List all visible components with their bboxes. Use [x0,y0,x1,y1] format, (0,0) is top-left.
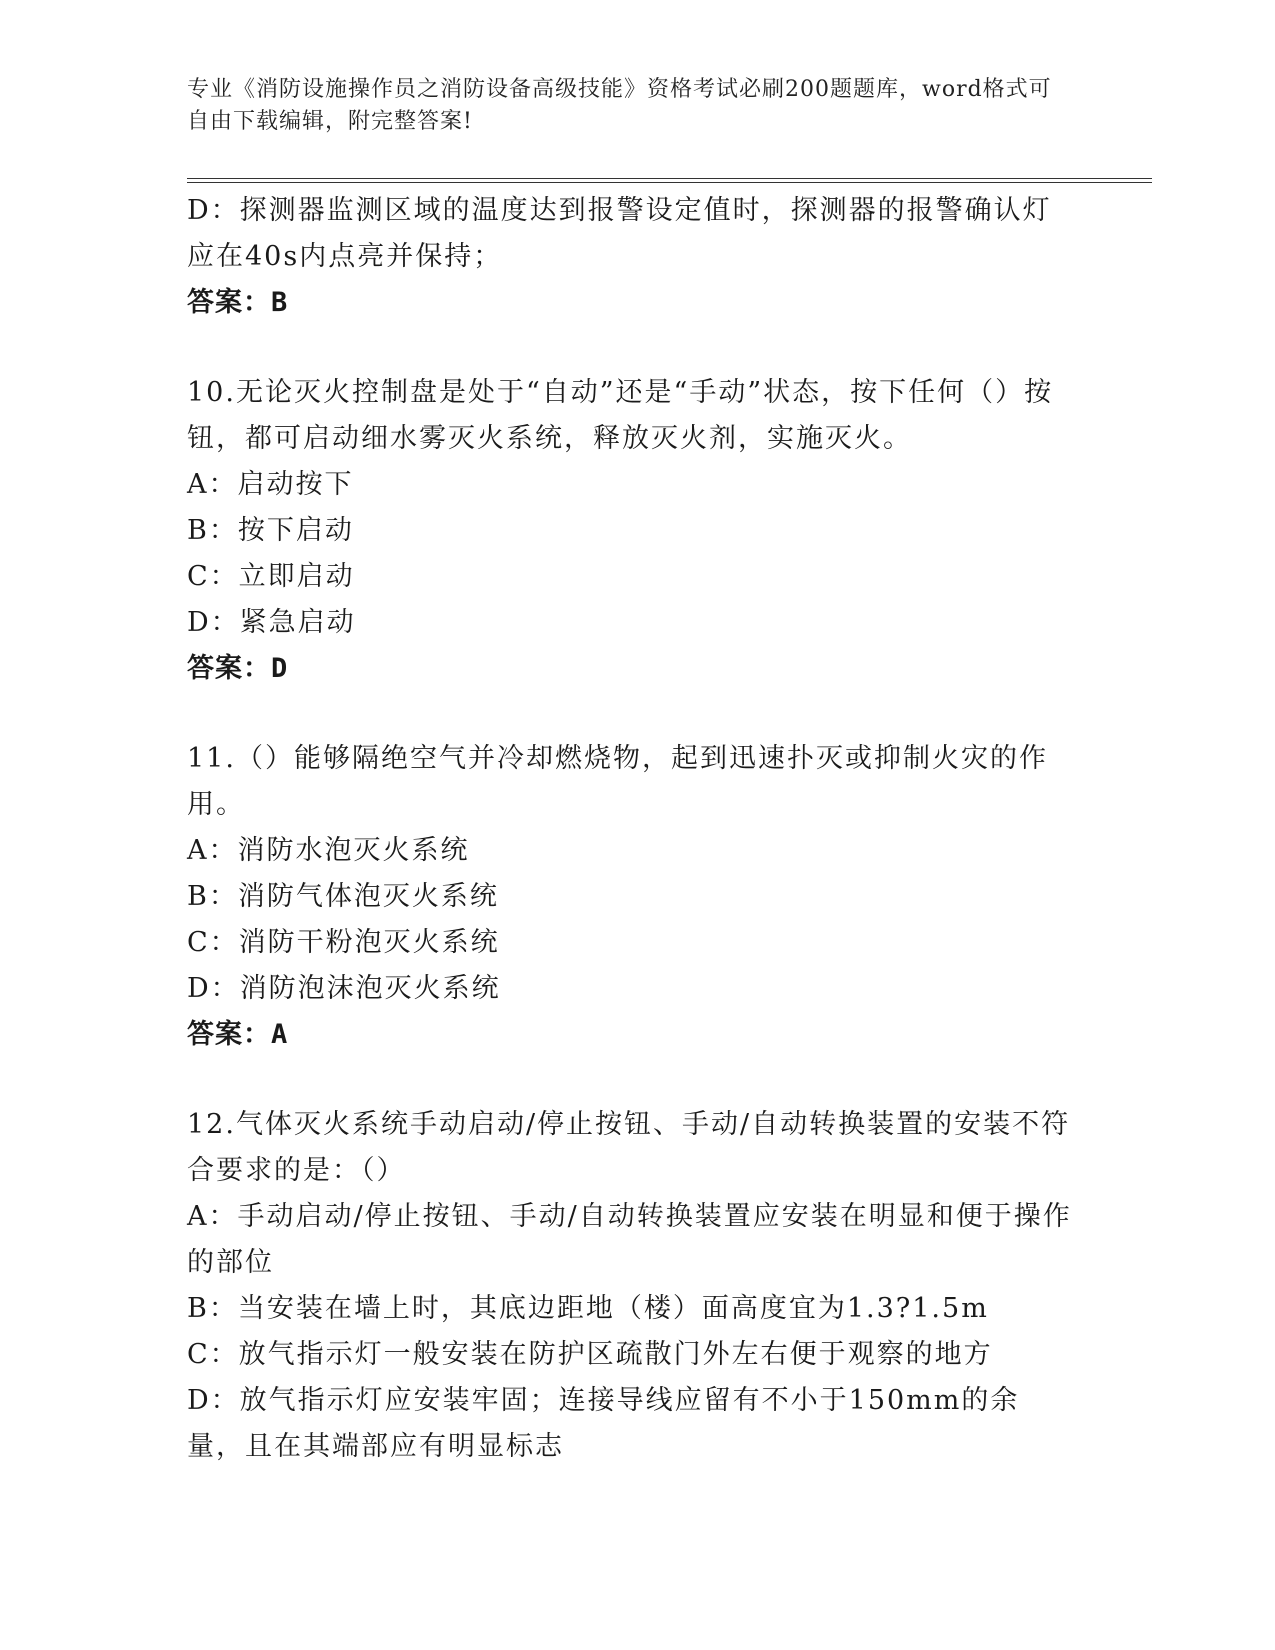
question-stem: 10.无论灭火控制盘是处于“自动”还是“手动”状态，按下任何（）按钮，都可启动细水雾灭火系统，释放灭火剂，实施灭火。 [187,377,1054,454]
answer-line: 答案：B [187,287,289,318]
option-c: C：放气指示灯一般安装在防护区疏散门外左右便于观察的地方 [187,1339,993,1370]
question-9-continued [187,188,1077,326]
option-d: D：放气指示灯应安装牢固；连接导线应留有不小于150mm的余量，且在其端部应有明显标志 [187,1385,1020,1462]
option-d: D：紧急启动 [187,607,356,638]
question-stem: 12.气体灭火系统手动启动/停止按钮、手动/自动转换装置的安装不符合要求的是：（） [187,1109,1071,1186]
question-11 [187,736,1077,1058]
option-c: C：消防干粉泡灭火系统 [187,927,500,958]
header-rule-bottom [187,182,1152,183]
option-b: B：消防气体泡灭火系统 [187,881,499,912]
option-a: A：消防水泡灭火系统 [187,835,470,866]
option-d: D：探测器监测区域的温度达到报警设定值时，探测器的报警确认灯应在40s内点亮并保持； [187,195,1052,272]
option-a: A：启动按下 [187,469,354,500]
option-d: D：消防泡沫泡灭火系统 [187,973,501,1004]
header-rule-top [187,178,1152,179]
answer-line: 答案：A [187,1019,289,1050]
option-b: B：当安装在墙上时，其底边距地（楼）面高度宜为1.3?1.5m [187,1293,989,1324]
document-header: 专业《消防设施操作员之消防设备高级技能》资格考试必刷200题题库，word格式可自由下载编辑，附完整答案! [187,77,1052,134]
question-12 [187,1102,1077,1470]
question-stem: 11.（）能够隔绝空气并冷却燃烧物，起到迅速扑灭或抑制火灾的作用。 [187,743,1048,820]
question-10 [187,370,1077,692]
option-a: A：手动启动/停止按钮、手动/自动转换装置应安装在明显和便于操作的部位 [187,1201,1072,1278]
option-c: C：立即启动 [187,561,355,592]
question-list [187,188,1077,1470]
option-b: B：按下启动 [187,515,354,546]
answer-line: 答案：D [187,653,289,684]
